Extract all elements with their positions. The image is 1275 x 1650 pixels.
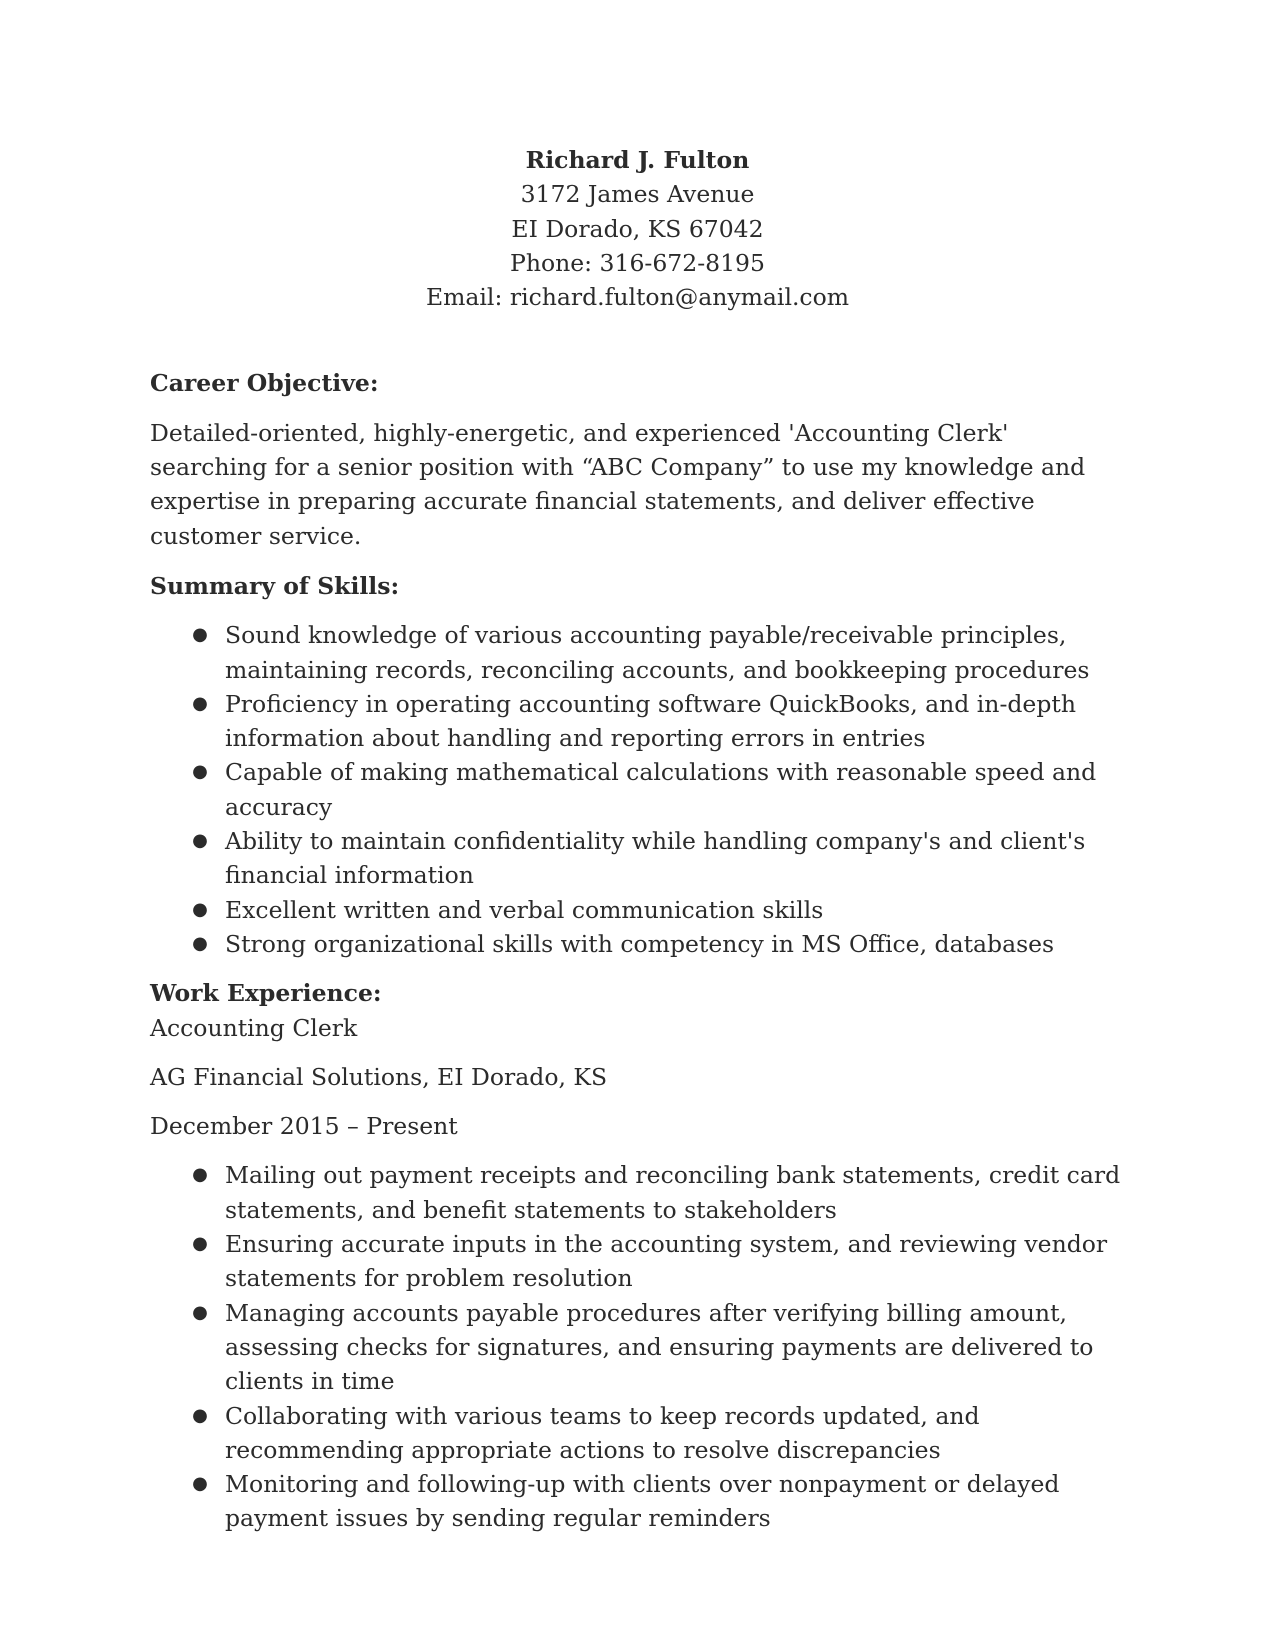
work-duties-list (150, 1158, 1125, 1535)
bullet-icon: ● (192, 898, 208, 920)
list-item (150, 755, 1125, 824)
skill-text: Strong organizational skills with competency in MS Office, databases (225, 929, 1055, 958)
applicant-name: Richard J. Fulton (525, 146, 750, 174)
duty-text: Collaborating with various teams to keep records updated, and recommending appropriate actions to resolve discrepancies (225, 1401, 980, 1464)
list-item (150, 1158, 1125, 1227)
list-item (150, 893, 1125, 927)
bullet-icon: ● (192, 830, 208, 852)
skill-text: Sound knowledge of various accounting payable/receivable principles, maintaining records, reconciling accounts, and bookkeeping procedures (225, 621, 1090, 684)
bullet-icon: ● (192, 1473, 208, 1495)
list-item (150, 687, 1125, 756)
skill-text: Proficiency in operating accounting software QuickBooks, and in-depth information about handling and reporting errors in entries (225, 689, 1076, 753)
duty-text: Managing accounts payable procedures after verifying billing amount, assessing checks for signatures, and ensuring payments are delivered to clients in time (225, 1298, 1094, 1396)
career-objective-text: Detailed-oriented, highly-energetic, and experienced 'Accounting Clerk' searching for a senior position with “ABC Company” to use my knowledge and expertise in preparing accurate financial statements, and deliver effective customer service. (150, 418, 1086, 550)
bullet-icon: ● (192, 1233, 208, 1255)
job-title: Accounting Clerk (150, 1013, 358, 1042)
skill-text: Excellent written and verbal communication skills (225, 895, 824, 924)
bullet-icon: ● (192, 624, 208, 646)
list-item (150, 1399, 1125, 1468)
skill-text: Capable of making mathematical calculations with reasonable speed and accuracy (225, 758, 1097, 821)
resume-page (150, 143, 1125, 1536)
email-address: Email: richard.fulton@anymail.com (425, 283, 850, 312)
duty-text: Mailing out payment receipts and reconciling bank statements, credit card statements, and benefit statements to stakeholders (225, 1161, 1121, 1224)
list-item (150, 1467, 1125, 1536)
duty-text: Monitoring and following-up with clients over nonpayment or delayed payment issues by sending regular reminders (225, 1470, 1060, 1533)
phone-number: Phone: 316-672-8195 (510, 248, 765, 277)
bullet-icon: ● (192, 932, 208, 954)
address-line-2: EI Dorado, KS 67042 (511, 214, 764, 243)
skill-text: Ability to maintain confidentiality while handling company's and client's financial information (225, 827, 1086, 890)
work-experience-heading: Work Experience: (150, 979, 382, 1008)
bullet-icon: ● (192, 692, 208, 714)
skills-heading: Summary of Skills: (150, 571, 400, 600)
list-item (150, 618, 1125, 687)
address-line-1: 3172 James Avenue (520, 180, 755, 209)
contact-header (150, 143, 1125, 314)
bullet-icon: ● (192, 1164, 208, 1186)
career-objective-heading: Career Objective: (150, 369, 379, 398)
bullet-icon: ● (192, 1404, 208, 1426)
skills-list (150, 618, 1125, 961)
list-item (150, 824, 1125, 893)
list-item (150, 927, 1125, 961)
list-item (150, 1227, 1125, 1296)
duty-text: Ensuring accurate inputs in the accounting system, and reviewing vendor statements for problem resolution (225, 1230, 1108, 1293)
company-name: AG Financial Solutions, EI Dorado, KS (150, 1062, 608, 1091)
employment-dates: December 2015 – Present (150, 1112, 458, 1141)
list-item (150, 1296, 1125, 1399)
bullet-icon: ● (192, 1301, 208, 1323)
bullet-icon: ● (192, 761, 208, 783)
